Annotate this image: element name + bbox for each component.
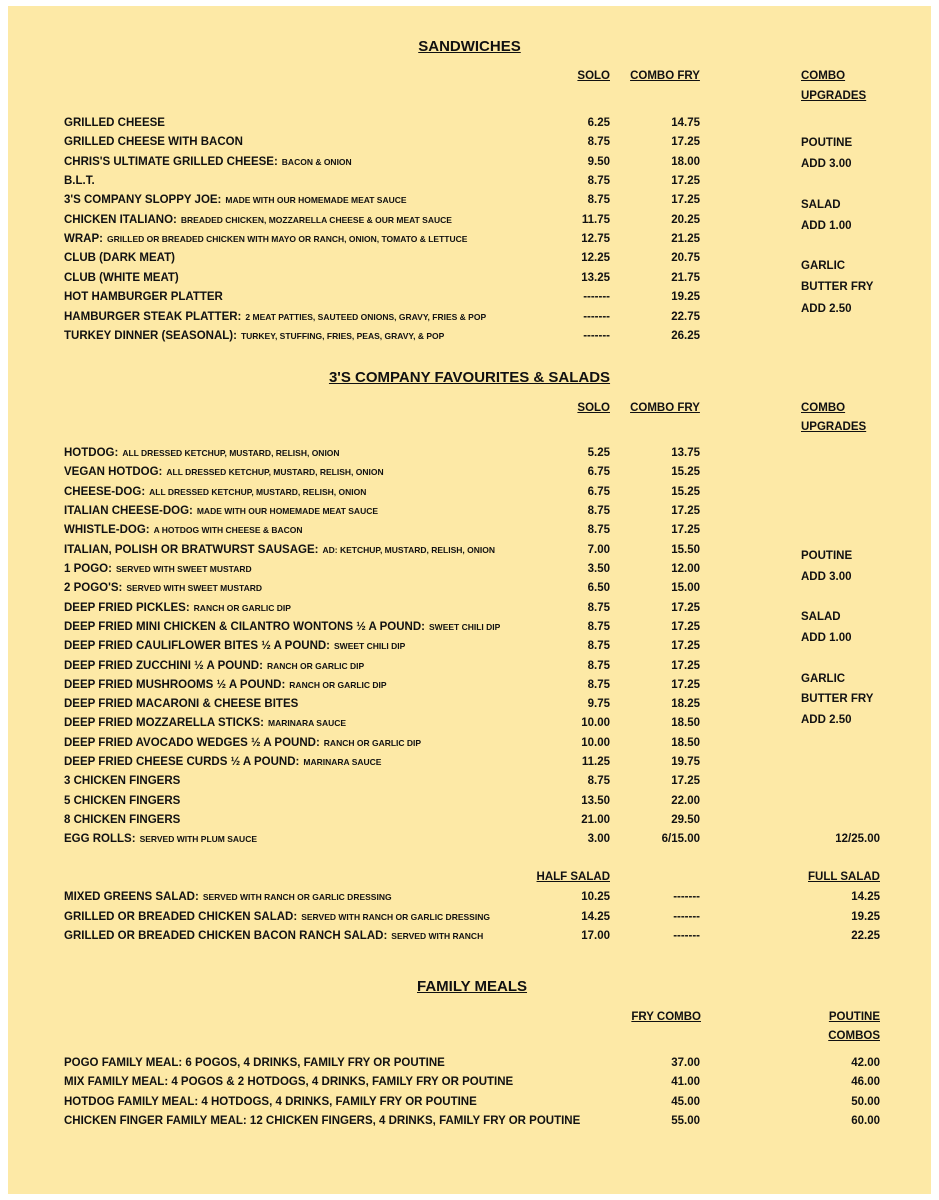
combo-price: 21.75	[671, 271, 700, 284]
item-title: 3'S COMPANY SLOPPY JOE:	[64, 194, 222, 207]
menu-item-name	[64, 329, 444, 343]
combo-price: 17.25	[671, 524, 700, 537]
solo-price: 8.75	[587, 620, 610, 633]
combo-price: 17.25	[671, 504, 700, 517]
solo-price: 5.25	[587, 447, 610, 459]
combo-price: 13.75	[671, 447, 700, 459]
item-title: GRILLED CHEESE WITH BACON	[64, 136, 243, 149]
combo-upgrades-header-line2: UPGRADES	[801, 421, 867, 433]
item-description: MARINARA SAUCE	[267, 718, 347, 729]
item-title: HOT HAMBURGER PLATTER	[64, 291, 223, 304]
menu-item-name	[64, 271, 179, 285]
menu-item-name	[64, 1095, 477, 1109]
menu-item-name	[64, 1056, 445, 1070]
no-combo-dash: -------	[673, 891, 700, 903]
fry-combo-header: FRY COMBO	[631, 1011, 701, 1023]
solo-price: 8.75	[587, 678, 610, 691]
menu-item-name	[64, 929, 483, 943]
item-description: ALL DRESSED KETCHUP, MUSTARD, RELISH, ONION	[166, 467, 384, 478]
item-description: SERVED WITH SWEET MUSTARD	[115, 563, 252, 574]
upgrade-text: POUTINE	[801, 550, 853, 562]
menu-item-name	[64, 543, 495, 557]
menu-item-name	[64, 755, 381, 769]
item-description: SWEET CHILI DIP	[334, 641, 406, 652]
menu-item-name	[64, 716, 346, 730]
item-title: GRILLED OR BREADED CHICKEN BACON RANCH SALAD:	[64, 930, 388, 942]
item-title: MIX FAMILY MEAL: 4 POGOS & 2 HOTDOGS, 4 DRINKS, FAMILY FRY OR POUTINE	[64, 1076, 514, 1089]
menu-item-name	[64, 465, 384, 479]
upgrade-text: ADD 2.50	[801, 303, 852, 315]
combo-price: 17.25	[671, 640, 700, 653]
menu-item-name	[64, 310, 486, 324]
half-salad-header: HALF SALAD	[536, 871, 610, 883]
menu-item-name	[64, 232, 467, 246]
poutine-combo-price: 60.00	[851, 1114, 880, 1127]
extra-price: 12/25.00	[835, 833, 880, 846]
menu-item-name	[64, 523, 303, 537]
solo-price: 6.50	[587, 582, 610, 595]
item-title: DEEP FRIED AVOCADO WEDGES ½ A POUND:	[64, 736, 320, 749]
menu-item-name	[64, 251, 175, 265]
solo-price: 11.75	[581, 213, 610, 226]
item-title: CHICKEN FINGER FAMILY MEAL: 12 CHICKEN FINGERS, 4 DRINKS, FAMILY FRY OR POUTINE	[64, 1114, 581, 1127]
combo-price: 15.00	[671, 582, 700, 595]
menu-item-name	[64, 678, 387, 692]
combo-price: 17.25	[671, 775, 700, 788]
solo-price: 11.25	[581, 756, 610, 769]
combo-price: 29.50	[671, 814, 700, 827]
solo-price: 21.00	[581, 814, 610, 827]
menu-item-name	[64, 813, 180, 827]
item-description: SERVED WITH SWEET MUSTARD	[126, 583, 263, 594]
combo-fry-header: COMBO FRY	[630, 402, 700, 414]
poutine-combo-price: 46.00	[851, 1076, 880, 1089]
solo-price: 3.00	[587, 833, 610, 846]
menu-item-name	[64, 736, 421, 750]
item-description: RANCH OR GARLIC DIP	[266, 660, 365, 671]
combo-price: 15.50	[671, 543, 700, 556]
combo-price: 14.75	[671, 117, 700, 129]
upgrade-text: BUTTER FRY	[801, 693, 874, 705]
solo-price: 10.00	[581, 717, 610, 730]
menu-item-name	[64, 697, 298, 711]
solo-price: -------	[583, 291, 610, 304]
item-title: WRAP:	[64, 233, 103, 246]
combo-price: 18.00	[671, 155, 700, 168]
menu-item-name	[64, 504, 378, 518]
menu-item-name	[64, 774, 180, 788]
item-description: BREADED CHICKEN, MOZZARELLA CHEESE & OUR MEAT SAUCE	[180, 214, 452, 225]
combo-price: 17.25	[671, 678, 700, 691]
item-title: CLUB (DARK MEAT)	[64, 252, 175, 265]
item-description: ALL DRESSED KETCHUP, MUSTARD, RELISH, ONION	[122, 448, 340, 458]
item-description: RANCH OR GARLIC DIP	[323, 737, 422, 748]
item-title: HOTDOG:	[64, 447, 119, 459]
solo-header: SOLO	[577, 402, 610, 414]
menu-item-name	[64, 174, 95, 188]
item-description: SERVED WITH PLUM SAUCE	[139, 834, 257, 845]
item-title: EGG ROLLS:	[64, 833, 136, 846]
menu-item-name	[64, 290, 223, 304]
item-description: MADE WITH OUR HOMEMADE MEAT SAUCE	[196, 505, 379, 516]
half-salad-price: 10.25	[581, 891, 610, 903]
item-title: 5 CHICKEN FINGERS	[64, 794, 181, 807]
solo-price: -------	[583, 329, 610, 342]
item-description: ALL DRESSED KETCHUP, MUSTARD, RELISH, ONION	[149, 486, 367, 497]
item-description: SWEET CHILI DIP	[429, 621, 501, 632]
solo-price: 9.75	[587, 698, 610, 711]
solo-price: 8.75	[587, 659, 610, 672]
item-title: GRILLED CHEESE	[64, 117, 165, 129]
combo-upgrades-header-line1: COMBO	[801, 402, 846, 414]
poutine-combo-price: 42.00	[851, 1057, 880, 1069]
solo-price: 3.50	[587, 562, 610, 575]
item-description: MADE WITH OUR HOMEMADE MEAT SAUCE	[225, 195, 407, 206]
solo-price: 7.00	[587, 543, 610, 556]
upgrade-text: POUTINE	[801, 137, 853, 149]
solo-header: SOLO	[577, 70, 610, 82]
solo-price: 8.75	[587, 504, 610, 517]
solo-price: 6.75	[587, 485, 610, 498]
upgrade-text: ADD 1.00	[801, 220, 852, 232]
item-title: HOTDOG FAMILY MEAL: 4 HOTDOGS, 4 DRINKS, FAMILY FRY OR POUTINE	[64, 1095, 477, 1108]
item-title: WHISTLE-DOG:	[64, 524, 150, 537]
solo-price: 8.75	[587, 194, 610, 207]
item-title: DEEP FRIED ZUCCHINI ½ A POUND:	[64, 659, 263, 672]
solo-price: -------	[583, 310, 610, 323]
combo-upgrades-header-line2: UPGRADES	[801, 90, 867, 102]
item-title: TURKEY DINNER (SEASONAL):	[64, 329, 237, 342]
item-title: DEEP FRIED MINI CHICKEN & CILANTRO WONTONS ½ A POUND:	[64, 620, 425, 633]
solo-price: 13.25	[581, 271, 610, 284]
solo-price: 8.75	[587, 640, 610, 653]
combo-price: 12.00	[671, 562, 700, 575]
menu-page	[8, 6, 931, 1194]
item-description: RANCH OR GARLIC DIP	[193, 602, 291, 613]
menu-item-name	[64, 659, 364, 673]
menu-item-name	[64, 446, 340, 460]
poutine-combos-header-line2: COMBOS	[828, 1030, 880, 1042]
full-salad-header: FULL SALAD	[808, 871, 880, 883]
menu-item-name	[64, 1075, 513, 1089]
solo-price: 12.75	[581, 233, 610, 246]
fry-combo-price: 37.00	[671, 1057, 700, 1069]
combo-price: 22.75	[671, 310, 700, 323]
combo-price: 17.25	[671, 194, 700, 207]
half-salad-price: 17.00	[581, 930, 610, 942]
combo-fry-header: COMBO FRY	[630, 70, 700, 82]
poutine-combo-price: 50.00	[851, 1095, 880, 1108]
item-title: VEGAN HOTDOG:	[64, 466, 163, 479]
menu-item-name	[64, 193, 407, 207]
item-description: TURKEY, STUFFING, FRIES, PEAS, GRAVY, & POP	[240, 330, 445, 341]
solo-price: 6.25	[587, 117, 610, 129]
solo-price: 8.75	[587, 775, 610, 788]
item-title: DEEP FRIED CHEESE CURDS ½ A POUND:	[64, 756, 300, 769]
item-description: SERVED WITH RANCH	[391, 931, 484, 941]
combo-price: 19.25	[671, 291, 700, 304]
solo-price: 8.75	[587, 136, 610, 149]
menu-item-name	[64, 832, 257, 846]
combo-price: 15.25	[671, 466, 700, 479]
fry-combo-price: 45.00	[671, 1095, 700, 1108]
menu-item-name	[64, 601, 291, 615]
combo-price: 20.75	[671, 252, 700, 265]
solo-price: 8.75	[587, 601, 610, 614]
item-description: A HOTDOG WITH CHEESE & BACON	[153, 525, 303, 536]
upgrade-text: BUTTER FRY	[801, 281, 874, 293]
menu-item-name	[64, 116, 165, 130]
menu-item-name	[64, 581, 262, 595]
item-title: CHRIS'S ULTIMATE GRILLED CHEESE:	[64, 155, 278, 168]
upgrade-text: GARLIC	[801, 260, 846, 272]
combo-price: 15.25	[671, 485, 700, 498]
combo-price: 21.25	[671, 233, 700, 246]
item-title: MIXED GREENS SALAD:	[64, 891, 199, 903]
upgrade-text: ADD 1.00	[801, 632, 852, 644]
combo-price: 18.25	[671, 698, 700, 711]
item-title: 3 CHICKEN FINGERS	[64, 775, 181, 788]
upgrade-text: GARLIC	[801, 673, 846, 685]
menu-item-name	[64, 155, 352, 169]
upgrade-text: ADD 2.50	[801, 714, 852, 726]
item-title: 1 POGO:	[64, 562, 112, 575]
combo-price: 18.50	[671, 736, 700, 749]
item-description: 2 MEAT PATTIES, SAUTEED ONIONS, GRAVY, FRIES & POP	[245, 311, 487, 322]
solo-price: 9.50	[587, 155, 610, 168]
solo-price: 13.50	[581, 794, 610, 807]
menu-item-name	[64, 213, 452, 227]
half-salad-price: 14.25	[581, 910, 610, 923]
item-description: GRILLED OR BREADED CHICKEN WITH MAYO OR RANCH, ONION, TOMATO & LETTUCE	[106, 234, 468, 245]
solo-price: 8.75	[587, 175, 610, 188]
item-title: DEEP FRIED MACARONI & CHEESE BITES	[64, 698, 299, 711]
combo-price: 22.00	[671, 794, 700, 807]
item-description: BACON & ONION	[281, 156, 352, 167]
combo-price: 17.25	[671, 175, 700, 188]
item-title: B.L.T.	[64, 175, 95, 188]
menu-item-name	[64, 485, 366, 499]
family-title: FAMILY MEALS	[417, 978, 528, 995]
upgrade-text: ADD 3.00	[801, 158, 852, 170]
menu-item-name	[64, 1114, 580, 1128]
sandwiches-title: SANDWICHES	[418, 38, 521, 55]
menu-item-name	[64, 639, 405, 653]
combo-price: 18.50	[671, 717, 700, 730]
solo-price: 6.75	[587, 466, 610, 479]
item-description: MARINARA SAUCE	[303, 757, 382, 768]
item-description: SERVED WITH RANCH OR GARLIC DRESSING	[202, 892, 392, 902]
menu-item-name	[64, 562, 252, 576]
item-title: 2 POGO'S:	[64, 582, 123, 595]
combo-price: 17.25	[671, 659, 700, 672]
full-salad-price: 22.25	[851, 930, 880, 942]
menu-item-name	[64, 890, 392, 904]
combo-price: 26.25	[671, 329, 700, 342]
combo-price: 19.75	[671, 756, 700, 769]
item-title: 8 CHICKEN FINGERS	[64, 814, 181, 827]
solo-price: 12.25	[581, 252, 610, 265]
item-title: HAMBURGER STEAK PLATTER:	[64, 310, 242, 323]
item-title: CLUB (WHITE MEAT)	[64, 271, 179, 284]
item-title: ITALIAN, POLISH OR BRATWURST SAUSAGE:	[64, 543, 319, 556]
item-title: DEEP FRIED PICKLES:	[64, 601, 190, 614]
favourites-title: 3'S COMPANY FAVOURITES & SALADS	[328, 369, 611, 386]
no-combo-dash: -------	[673, 930, 700, 942]
upgrade-text: ADD 3.00	[801, 571, 852, 583]
combo-upgrades-header-line1: COMBO	[801, 70, 846, 82]
full-salad-price: 14.25	[851, 891, 880, 903]
combo-price: 17.25	[671, 620, 700, 633]
fry-combo-price: 41.00	[671, 1076, 700, 1089]
menu-item-name	[64, 794, 180, 808]
item-title: DEEP FRIED MUSHROOMS ½ A POUND:	[64, 678, 286, 691]
item-title: POGO FAMILY MEAL: 6 POGOS, 4 DRINKS, FAMILY FRY OR POUTINE	[64, 1057, 445, 1069]
item-description: SERVED WITH RANCH OR GARLIC DRESSING	[301, 911, 490, 922]
upgrade-text: SALAD	[801, 611, 841, 623]
combo-price: 17.25	[671, 136, 700, 149]
full-salad-price: 19.25	[851, 910, 880, 923]
item-title: CHICKEN ITALIANO:	[64, 213, 177, 226]
upgrade-text: SALAD	[801, 199, 841, 211]
solo-price: 8.75	[587, 524, 610, 537]
combo-price: 17.25	[671, 601, 700, 614]
item-title: ITALIAN CHEESE-DOG:	[64, 504, 193, 517]
menu-item-name	[64, 135, 243, 149]
menu-item-name	[64, 910, 490, 924]
item-description: RANCH OR GARLIC DIP	[289, 679, 387, 690]
menu-item-name	[64, 620, 500, 634]
solo-price: 10.00	[581, 736, 610, 749]
combo-price: 6/15.00	[661, 833, 700, 846]
no-combo-dash: -------	[673, 910, 700, 923]
item-title: CHEESE-DOG:	[64, 485, 146, 498]
combo-price: 20.25	[671, 213, 700, 226]
item-title: DEEP FRIED MOZZARELLA STICKS:	[64, 717, 264, 730]
item-description: AD: KETCHUP, MUSTARD, RELISH, ONION	[322, 544, 496, 555]
fry-combo-price: 55.00	[671, 1114, 700, 1127]
item-title: GRILLED OR BREADED CHICKEN SALAD:	[64, 910, 298, 923]
poutine-combos-header-line1: POUTINE	[828, 1011, 880, 1023]
item-title: DEEP FRIED CAULIFLOWER BITES ½ A POUND:	[64, 640, 331, 653]
